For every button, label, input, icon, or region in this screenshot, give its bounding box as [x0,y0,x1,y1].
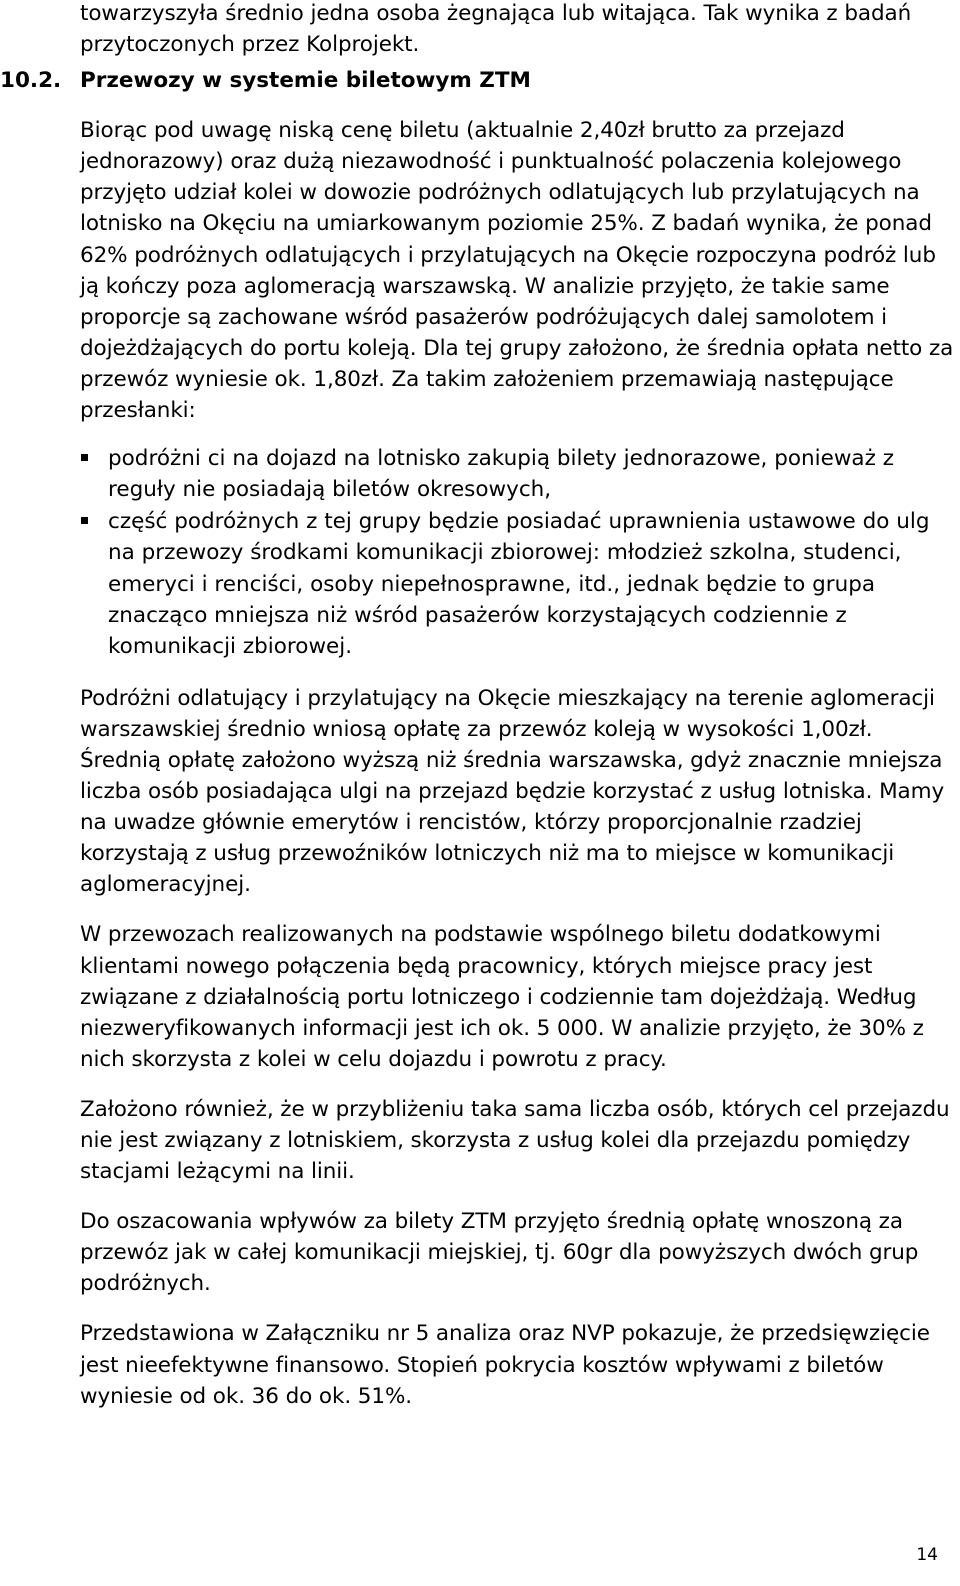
section-title: Przewozy w systemie biletowym ZTM [80,68,531,94]
page-number: 14 [916,1545,938,1565]
list-item [80,443,960,505]
lead-paragraph: towarzyszyła średnio jedna osoba żegnająca lub witająca. Tak wynika z badań przytoczonych przez Kolprojekt. [80,1,912,58]
section-number: 10.2. [0,68,62,94]
paragraph-employees: W przewozach realizowanych na podstawie wspólnego biletu dodatkowymi klientami nowego połączenia będą pracownicy, których miejsce pracy jest związane z działalnością portu lotniczego i codziennie tam dojeżdżają. Według niezweryfikowanych informacji jest ich ok. 5 000. W analizie przyjęto, że 30% z nich skorzysta z kolei w celu dojazdu i powrotu z pracy. [80,922,924,1072]
paragraph-ztm-revenue: Do oszacowania wpływów za bilety ZTM przyjęto średnią opłatę wnoszoną za przewóz jak w całej komunikacji miejskiej, tj. 60gr dla powyższych dwóch grup podróżnych. [80,1209,919,1297]
list-item [80,506,960,661]
paragraph-other-travellers: Założono również, że w przybliżeniu taka sama liczba osób, których cel przejazdu nie jest związany z lotniskiem, skorzysta z usług kolei dla przejazdu pomiędzy stacjami leżącymi na linii. [80,1096,950,1185]
paragraph-ticket-price: Biorąc pod uwagę niską cenę biletu (aktualnie 2,40zł brutto za przejazd jednorazowy) oraz dużą niezawodność i punktualność polaczenia kolejowego przyjęto udział kolei w dowozie podróżnych odlatujących lub przylatujących na lotnisko na Okęciu na umiarkowanym poziomie 25%. Z badań wynika, że ponad 62% podróżnych odlatujących i przylatujących na Okęcie rozpoczyna podróż lub ją kończy poza aglomeracją warszawską. W analizie przyjęto, że takie same proporcje są zachowane wśród pasażerów podróżujących dalej samolotem i dojeżdżających do portu koleją. Dla tej grupy założono, że średnia opłata netto za przewóz wyniesie ok. 1,80zł. Za takim założeniem przemawiają następujące przesłanki: [80,118,954,424]
premises-list [80,443,960,662]
square-bullet-icon [81,454,88,461]
paragraph-financial-analysis: Przedstawiona w Załączniku nr 5 analiza oraz NVP pokazuje, że przedsięwzięcie jest nieefektywne finansowo. Stopień pokrycia kosztów wpływami z biletów wyniesie od ok. 36 do ok. 51%. [80,1321,930,1409]
paragraph-residents: Podróżni odlatujący i przylatujący na Okęcie mieszkający na terenie aglomeracji warszawskiej średnio wniosą opłatę za przewóz koleją w wysokości 1,00zł. Średnią opłatę założono wyższą niż średnia warszawska, gdyż znacznie mniejsza liczba osób posiadająca ulgi na przejazd będzie korzystać z usług lotniska. Mamy na uwadze głównie emerytów i rencistów, którzy proporcjonalnie rzadziej korzystają z usług przewoźników lotniczych niż ma to miejsce w komunikacji aglomeracyjnej. [80,685,945,898]
section-heading [0,65,960,96]
square-bullet-icon [81,517,88,524]
list-item-text: część podróżnych z tej grupy będzie posiadać uprawnienia ustawowe do ulg na przewozy środkami komunikacji zbiorowej: młodzież szkolna, studenci, emeryci i renciści, osoby niepełnosprawne, itd., jednak będzie to grupa znacząco mniejsza niż wśród pasażerów korzystających codziennie z komunikacji zbiorowej. [108,509,930,659]
list-item-text: podróżni ci na dojazd na lotnisko zakupią bilety jednorazowe, ponieważ z reguły nie posiadają biletów okresowych, [108,446,895,503]
